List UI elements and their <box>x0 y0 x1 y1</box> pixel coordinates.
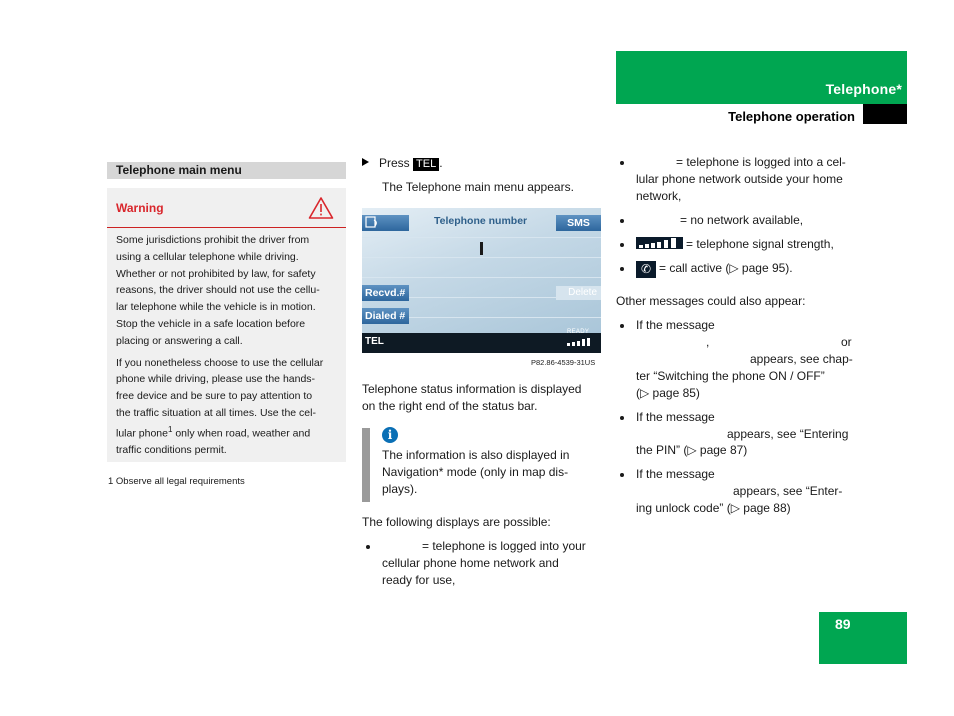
screen-dialed-button: Dialed # <box>362 308 409 324</box>
message1-lead: If the message <box>636 318 715 332</box>
message1-cont: ter “Switching the phone ON / OFF” (▷ page 85) <box>636 369 825 400</box>
bullet-dot <box>620 473 624 477</box>
status-info-text: Telephone status information is displayed on the right end of the status bar. <box>362 382 582 413</box>
section-heading: Telephone main menu <box>107 162 346 179</box>
warning-triangle-icon <box>308 196 334 220</box>
message2-appears: appears, see “Entering <box>727 427 849 441</box>
bullet-no-network: = no network available, <box>680 213 804 227</box>
warning-paragraph-2: If you nonetheless choose to use the cellular phone while driving, please use the hands- free device and be sure to pay attention to the traffic situation at all times. Use the cel- lular phone$^1$ only when road, weather and traffic conditions permit. <box>116 356 324 457</box>
bullet-dot <box>620 416 624 420</box>
bullet-dot <box>620 243 624 247</box>
message2-cont: the PIN” (▷ page 87) <box>636 443 748 457</box>
screen-recvd-button: Recvd.# <box>362 285 409 301</box>
screen-status-ready: READY <box>567 329 590 335</box>
info-icon: i <box>382 427 398 443</box>
bullet-signal: = telephone signal strength, <box>686 237 834 251</box>
footnote-ref: 1 <box>167 424 173 434</box>
header-tab-marker <box>863 104 907 124</box>
screen-status-bar <box>362 333 601 353</box>
possible-displays-text: The following displays are possible: <box>362 515 551 529</box>
subsection-title: Telephone operation <box>728 109 855 124</box>
message1-or: or <box>841 335 852 349</box>
warning-header <box>107 188 346 228</box>
screen-title: Telephone number <box>434 215 528 227</box>
section-title: Telephone* <box>825 81 902 97</box>
phonebook-icon <box>365 216 379 228</box>
bullet-roaming: = telephone is logged into a cel- <box>676 155 846 169</box>
message3-appears: appears, see “Enter- <box>733 484 843 498</box>
message3-lead: If the message <box>636 467 715 481</box>
warning-text <box>116 232 342 464</box>
warning-box <box>107 188 346 462</box>
message2-lead: If the message <box>636 410 715 424</box>
bullet-roaming-cont: lular phone network outside your home network, <box>636 172 843 203</box>
menu-appears-text: The Telephone main menu appears. <box>382 180 574 194</box>
warning-paragraph-1: Some jurisdictions prohibit the driver from using a cellular telephone while driving. Whether or not prohibited by law, for safety reasons, the driver should not use the cellu- lar telephone while the vehicle is in motion. Stop the vehicle in a safe location before placing or answering a call. <box>116 234 320 347</box>
screen-phonebook-button <box>362 215 409 231</box>
other-messages-text: Other messages could also appear: <box>616 294 806 308</box>
info-sidebar <box>362 428 370 502</box>
message1-comma: , <box>706 335 710 349</box>
bullet-dot <box>620 267 624 271</box>
warning-label: Warning <box>116 201 164 215</box>
bullet-home-network: = telephone is logged into your <box>422 539 586 553</box>
signal-strength-icon <box>636 237 683 249</box>
screen-status-tel: TEL <box>365 336 384 347</box>
tel-key: TEL <box>413 158 439 171</box>
step-arrow-icon <box>362 158 369 166</box>
press-instruction: Press TEL . <box>362 155 443 172</box>
page-number: 89 <box>835 616 851 632</box>
bullet-dot <box>620 219 624 223</box>
page-number-box <box>819 612 907 664</box>
footnote: 1 Observe all legal requirements <box>108 476 245 487</box>
screen-sms-button: SMS <box>556 215 601 231</box>
figure-code: P82.86-4539-31US <box>531 358 596 367</box>
message1-appears: appears, see chap- <box>750 352 853 366</box>
screen-input-cursor <box>480 242 483 255</box>
screen-delete-button: Delete <box>556 286 601 300</box>
info-text: The information is also displayed in Navigation* mode (only in map dis- plays). <box>382 448 570 496</box>
call-active-icon: ✆ <box>636 261 656 278</box>
bullet-home-network-cont: cellular phone home network and ready for use, <box>382 556 559 587</box>
bullet-dot <box>366 545 370 549</box>
message3-cont: ing unlock code” (▷ page 88) <box>636 501 791 515</box>
bullet-dot <box>620 161 624 165</box>
telephone-screen-figure <box>362 208 601 353</box>
bullet-dot <box>620 324 624 328</box>
bullet-call: = call active (▷ page 95). <box>659 261 793 275</box>
